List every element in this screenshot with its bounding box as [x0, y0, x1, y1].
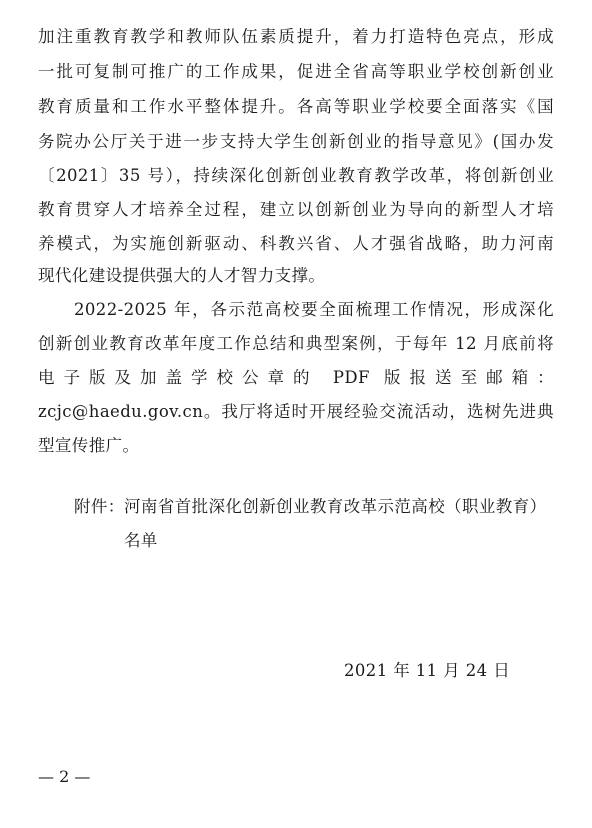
attachment-title-line-2: 名单 — [124, 531, 158, 550]
issue-date: 2021 年 11 月 24 日 — [344, 661, 511, 680]
paragraph-1-line-1: 加注重教育教学和教师队伍素质提升，着力打造特色亮点，形成 — [38, 27, 554, 46]
paragraph-1-line-7: 养模式，为实施创新驱动、科教兴省、人才强省战略，助力河南 — [38, 234, 554, 253]
paragraph-2-line-2: 创新创业教育改革年度工作总结和典型案例，于每年 12 月底前将 — [38, 334, 554, 353]
paragraph-2-line-1: 2022-2025 年，各示范高校要全面梳理工作情况，形成深化 — [74, 300, 554, 319]
paragraph-2-line-3: 电子版及加盖学校公章的 PDF 版报送至邮箱： — [38, 368, 554, 387]
paragraph-2-line-4: zcjc@haedu.gov.cn。我厅将适时开展经验交流活动，选树先进典 — [38, 402, 554, 421]
paragraph-1-line-8: 现代化建设提供强大的人才智力支撑。 — [38, 266, 326, 285]
paragraph-1-line-3: 教育质量和工作水平整体提升。各高等职业学校要全面落实《国 — [38, 97, 554, 116]
attachment-title-line-1: 河南省首批深化创新创业教育改革示范高校（职业教育） — [124, 497, 547, 516]
paragraph-1-line-6: 教育贯穿人才培养全过程，建立以创新创业为导向的新型人才培 — [38, 200, 554, 219]
page-number: — 2 — — [38, 767, 91, 786]
paragraph-1-line-5: 〔2021〕35 号），持续深化创新创业教育教学改革，将创新创业 — [38, 166, 554, 185]
attachment-label: 附件： — [74, 497, 125, 516]
paragraph-2-line-5: 型宣传推广。 — [38, 436, 140, 455]
paragraph-1-line-2: 一批可复制可推广的工作成果，促进全省高等职业学校创新创业 — [38, 62, 554, 81]
paragraph-1-line-4: 务院办公厅关于进一步支持大学生创新创业的指导意见》(国办发 — [38, 132, 554, 151]
